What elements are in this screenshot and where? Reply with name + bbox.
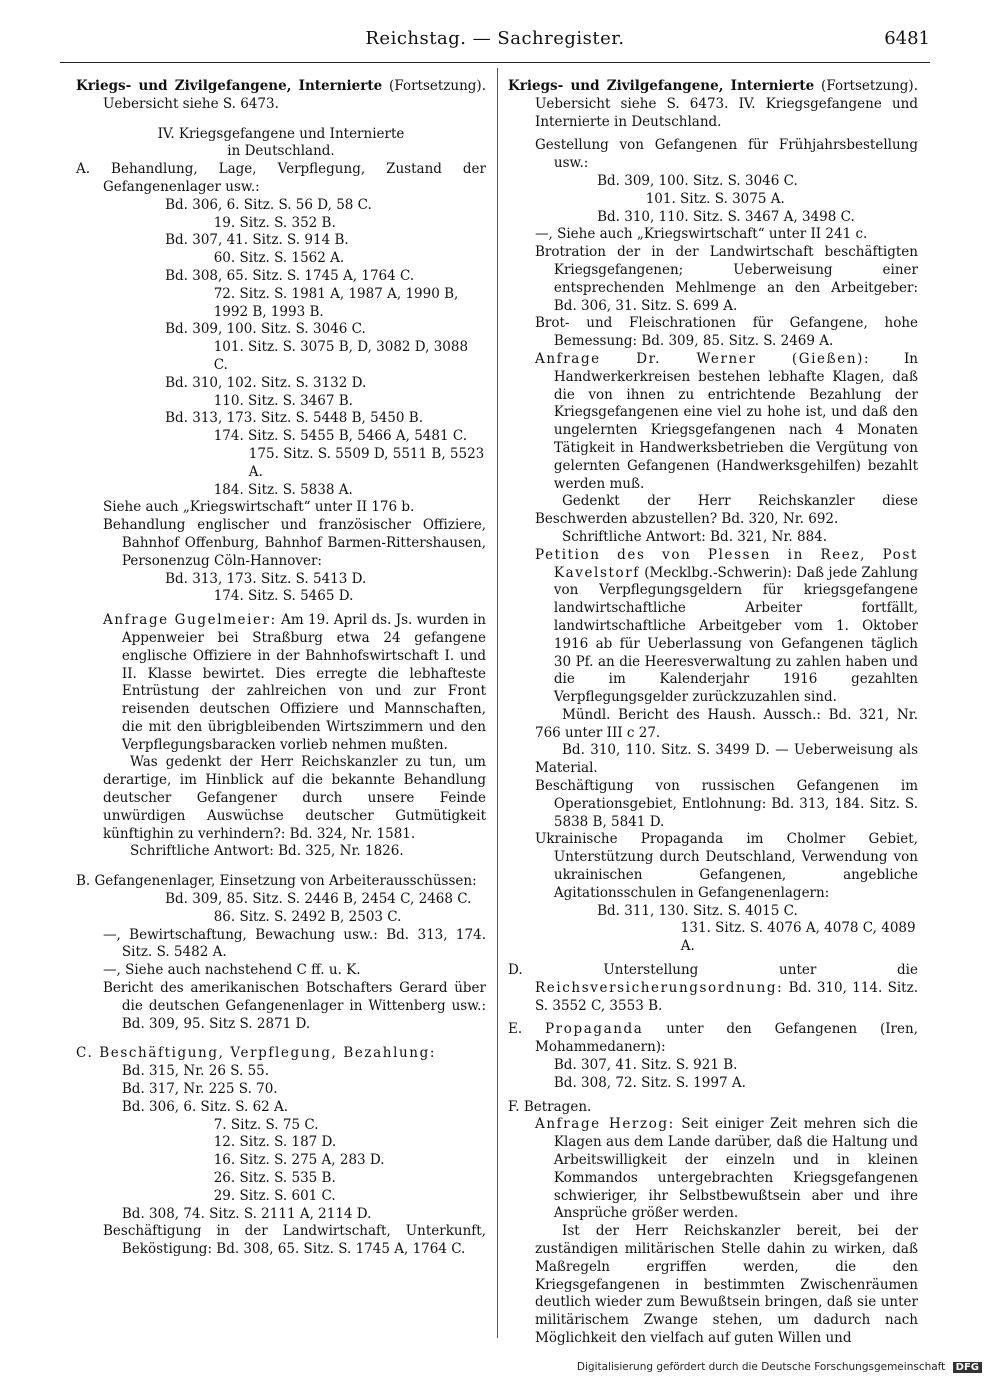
index-entry	[76, 232, 486, 250]
entry-text: Bd. 310, 110. Sitz. S. 3499 D. — Ueberweisung als Material.	[535, 742, 918, 777]
index-entry	[508, 529, 918, 547]
entry-text: (Fortsetzung). Uebersicht siehe S. 6473. IV. Kriegsgefangene und Internierte in Deutschland.	[535, 78, 918, 130]
running-header	[60, 20, 930, 60]
entry-text: Gestellung von Gefangenen für Frühjahrsbestellung usw.:	[535, 137, 918, 172]
index-entry	[508, 707, 918, 743]
entry-text: Bd. 310, 110. Sitz. S. 3467 A, 3498 C.	[597, 208, 855, 225]
entry-text: Bd. 311, 130. Sitz. S. 4015 C.	[597, 902, 798, 919]
entry-text: 101. Sitz. S. 3075 A.	[645, 190, 785, 207]
entry-text: Bd. 310, 102. Sitz. S. 3132 D.	[165, 374, 367, 391]
index-entry	[76, 78, 486, 114]
entry-lead: Petition des von Plessen in Reez, Post Kavelstorf	[535, 546, 918, 581]
index-entry	[76, 571, 486, 589]
entry-text: 174. Sitz. S. 5465 D.	[213, 588, 354, 605]
entry-text: 131. Sitz. S. 4076 A, 4078 C, 4089 A.	[680, 920, 916, 955]
entry-text: Bd. 308, 74. Sitz. S. 2111 A, 2114 D.	[121, 1205, 372, 1222]
entry-text: Schriftliche Antwort: Bd. 321, Nr. 884.	[562, 528, 828, 545]
index-entry	[508, 1116, 918, 1223]
index-entry	[76, 268, 486, 286]
entry-text: Bd. 306, 6. Sitz. S. 56 D, 58 C.	[165, 196, 372, 213]
entry-text: 174. Sitz. S. 5455 B, 5466 A, 5481 C.	[213, 428, 467, 445]
index-entry	[76, 339, 486, 375]
index-entry	[76, 286, 486, 322]
entry-text: Bd. 307, 41. Sitz. S. 921 B.	[553, 1057, 738, 1074]
entry-text: 72. Sitz. S. 1981 A, 1987 A, 1990 B, 1992 B, 1993 B.	[213, 285, 459, 320]
entry-text: Siehe auch „Kriegswirtschaft“ unter II 176 b.	[103, 499, 415, 516]
index-entry	[508, 547, 918, 707]
entry-text: Mündl. Bericht des Haush. Aussch.: Bd. 321, Nr. 766 unter III c 27.	[535, 706, 918, 741]
entry-text: In Handwerkerkreisen bestehen lebhafte Klagen, daß die von ihnen zu entrichtende Bezahlung der Kriegsgefangenen eine viel zu hohe ist, und daß den ungelernten Kriegsgefangenen nach 4 Monaten Tätigkeit in Handwerksbetrieben die Vergütung von gelernten Gefangenen (Handwerksgehilfen) bezahlt werden muß.	[553, 350, 919, 492]
entry-text: Bd. 309, 85. Sitz. S. 2446 B, 2454 C, 2468 C.	[165, 891, 472, 908]
entry-heading: Kriegs- und Zivilgefangene, Internierte	[508, 78, 815, 94]
index-entry	[508, 191, 918, 209]
index-entry	[508, 962, 918, 1015]
entry-text: (Fortsetzung). Uebersicht siehe S. 6473.	[103, 78, 486, 112]
entry-text: Bd. 315, Nr. 26 S. 55.	[121, 1063, 270, 1080]
index-entry	[76, 161, 486, 197]
index-entry	[76, 499, 486, 517]
entry-text: Gedenkt der Herr Reichskanzler diese Beschwerden abzustellen? Bd. 320, Nr. 692.	[535, 493, 918, 528]
entry-text: F. Betragen.	[508, 1098, 592, 1115]
entry-text: 26. Sitz. S. 535 B.	[213, 1170, 336, 1187]
entry-text: Brot- und Fleischrationen für Gefangene, hohe Bemessung: Bd. 309, 85. Sitz. S. 2469 A.	[535, 315, 918, 350]
page-title: Reichstag. — Sachregister.	[365, 28, 625, 49]
entry-text: Beschäftigung von russischen Gefangenen im Operationsgebiet, Entlohnung: Bd. 313, 184. Sitz. S. 5838 B, 5841 D.	[535, 778, 918, 830]
index-entry	[76, 1117, 486, 1135]
entry-text: Behandlung englischer und französischer Offiziere, Bahnhof Offenburg, Bahnhof Barmen-Rittershausen, Personenzug Cöln-Hannover:	[103, 517, 486, 569]
index-entry	[76, 517, 486, 570]
entry-text: Seit einiger Zeit mehren sich die Klagen aus dem Lande darüber, daß die Haltung und Arbeitswilligkeit der einzeln und in kleinen Kommandos untergebrachten Kriegsgefangenen schwieriger, ihr Selbstbewußtsein aber und ihre Ansprüche größer werden.	[553, 1116, 918, 1222]
index-entry	[508, 742, 918, 778]
entry-text: 110. Sitz. S. 3467 B.	[213, 392, 353, 409]
index-entry	[76, 909, 486, 927]
index-entry	[508, 831, 918, 902]
index-entry	[76, 980, 486, 1033]
index-entry	[76, 1134, 486, 1152]
entry-text: —, Bewirtschaftung, Bewachung usw.: Bd. 313, 174. Sitz. S. 5482 A.	[103, 926, 486, 961]
index-entry	[76, 612, 486, 754]
index-entry	[76, 588, 486, 606]
index-entry	[76, 1152, 486, 1170]
index-entry	[76, 1206, 486, 1224]
entry-text: 7. Sitz. S. 75 C.	[213, 1116, 319, 1133]
index-entry	[508, 173, 918, 191]
index-entry	[508, 493, 918, 529]
entry-text: Am 19. April ds. Js. wurden in Appenweier bei Straßburg etwa 24 gefangene englische Offiziere in der Bahnhofswirtschaft I. und II. Klasse bewirtet. Dies erregte die lebhafteste Entrüstung der zahlreichen von und zur Front reisenden deutschen Offiziere und Mannschaften, die mit den übrigbleibenden Wirtszimmern und den Verpflegungsbaracken vorlieb nehmen mußten.	[121, 612, 486, 753]
index-entry	[76, 1188, 486, 1206]
index-entry	[508, 1075, 918, 1093]
index-entry	[508, 78, 918, 131]
entry-lead: Anfrage Dr. Werner (Gießen):	[535, 350, 871, 367]
entry-text: E.	[508, 1021, 545, 1038]
index-entry	[508, 137, 918, 173]
index-entry	[508, 244, 918, 315]
page-number: 6481	[884, 28, 930, 49]
index-entry	[508, 903, 918, 921]
entry-text: D. Unterstellung unter die	[508, 962, 918, 979]
index-entry	[76, 1081, 486, 1099]
index-entry	[508, 920, 918, 956]
index-entry	[508, 1021, 918, 1057]
entry-text: IV. Kriegsgefangene und Internierte	[157, 125, 405, 142]
index-entry	[76, 428, 486, 446]
entry-text: Bd. 309, 100. Sitz. S. 3046 C.	[165, 321, 366, 338]
entry-text: Ukrainische Propaganda im Cholmer Gebiet, Unterstützung durch Deutschland, Verwendung von ukrainischen Gefangenen, angebliche Agitationsschulen in Gefangenenlagern:	[535, 831, 918, 901]
entry-text: Bd. 306, 6. Sitz. S. 62 A.	[121, 1098, 289, 1115]
spacer	[76, 861, 486, 873]
entry-keyword: Propaganda	[545, 1021, 644, 1038]
index-entry	[508, 778, 918, 831]
entry-text: 184. Sitz. S. 5838 A.	[213, 481, 353, 498]
entry-text: (Mecklbg.-Schwerin): Daß jede Zahlung von Verpflegungsgeldern für kriegsgefangene landwirtschaftliche Arbeiter fortfällt, landwirtschaftliche Arbeitgeber vom 1. Oktober 1916 ab für Ueberlassung von Gefangenen täglich 30 Pf. an die Heeresverwaltung zu zahlen haben und die im Kalenderjahr 1916 gezahlten Verpflegungsgelder zurückzuzahlen sind.	[553, 564, 918, 706]
entry-text: —, Siehe auch nachstehend C ff. u. K.	[103, 962, 361, 979]
entry-text: A. Behandlung, Lage, Verpflegung, Zustand der Gefangenenlager usw.:	[76, 161, 486, 195]
entry-text: 29. Sitz. S. 601 C.	[213, 1187, 336, 1204]
column-separator	[497, 68, 498, 1338]
index-entry	[508, 226, 918, 244]
entry-text: Ist der Herr Reichskanzler bereit, bei der zuständigen militärischen Stelle dahin zu wirken, daß Maßregeln ergriffen werden, die den Kriegsgefangenen in bestimmten Zwischenräumen deutlich wieder zum Bewußtsein bringen, daß sie unter militärischem Zwange stehen, um dadurch nach Möglichkeit den vielfach auf guten Willen und	[535, 1223, 918, 1346]
entry-text: Bd. 309, 100. Sitz. S. 3046 C.	[597, 172, 798, 189]
entry-keyword: Reichsversicherungsordnung:	[535, 979, 784, 996]
entry-text: 175. Sitz. S. 5509 D, 5511 B, 5523 A.	[248, 445, 485, 480]
index-entry	[76, 891, 486, 909]
entry-text: Bd. 317, Nr. 225 S. 70.	[121, 1081, 278, 1098]
entry-text: 101. Sitz. S. 3075 B, D, 3082 D, 3088 C.	[213, 339, 469, 373]
index-entry	[76, 215, 486, 233]
index-entry	[76, 927, 486, 963]
index-entry	[76, 321, 486, 339]
entry-text: 86. Sitz. S. 2492 B, 2503 C.	[213, 908, 402, 925]
index-entry	[508, 1223, 918, 1348]
right-column	[508, 78, 918, 1348]
index-entry	[508, 1057, 918, 1075]
index-entry	[76, 446, 486, 482]
index-entry	[76, 962, 486, 980]
index-entry	[76, 843, 486, 861]
index-entry	[76, 1063, 486, 1081]
footer-text: Digitalisierung gefördert durch die Deutsche Forschungsgemeinschaft	[576, 1361, 946, 1373]
index-entry	[76, 1170, 486, 1188]
entry-lead: Anfrage Herzog:	[535, 1116, 675, 1133]
entry-text: B. Gefangenenlager, Einsetzung von Arbeiterausschüssen:	[76, 873, 477, 890]
footer-credit	[577, 1361, 982, 1373]
entry-text: Beschäftigung in der Landwirtschaft, Unterkunft, Beköstigung: Bd. 308, 65. Sitz. S. 1745 A, 1764 C.	[103, 1223, 486, 1258]
entry-text: Bd. 313, 173. Sitz. S. 5448 B, 5450 B.	[165, 410, 423, 427]
index-entry	[76, 1045, 486, 1063]
spacer	[76, 1033, 486, 1045]
index-entry	[76, 754, 486, 843]
entry-text: 60. Sitz. S. 1562 A.	[213, 250, 345, 267]
index-entry	[508, 351, 918, 493]
index-entry	[76, 126, 486, 144]
entry-text: Bd. 308, 72. Sitz. S. 1997 A.	[553, 1074, 746, 1091]
entry-text: Bd. 313, 173. Sitz. S. 5413 D.	[165, 570, 367, 587]
index-entry	[508, 209, 918, 227]
entry-text: Bd. 308, 65. Sitz. S. 1745 A, 1764 C.	[165, 267, 415, 284]
index-entry	[76, 197, 486, 215]
entry-text: 19. Sitz. S. 352 B.	[213, 214, 336, 231]
index-entry	[76, 393, 486, 411]
entry-text-tail: Bd. 310, 114. Sitz. S. 3552 C, 3553 B.	[535, 979, 918, 1014]
entry-lead: C. Beschäftigung, Verpflegung, Bezahlung:	[76, 1045, 436, 1062]
index-entry	[508, 315, 918, 351]
entry-heading: Kriegs- und Zivilgefangene, Internierte	[76, 78, 383, 94]
index-entry	[76, 143, 486, 161]
entry-text: 16. Sitz. S. 275 A, 283 D.	[213, 1152, 385, 1169]
index-entry	[76, 375, 486, 393]
index-entry	[76, 873, 486, 891]
index-entry	[76, 1223, 486, 1259]
entry-text: Was gedenkt der Herr Reichskanzler zu tun, um derartige, im Hinblick auf die bekannte Behandlung deutscher Gefangener durch unsere Feinde unwürdigen Auswüchse deutscher Gutmütigkeit künftighin zu verhindern?: Bd. 324, Nr. 1581.	[103, 754, 486, 842]
index-entry	[76, 410, 486, 428]
entry-text: in Deutschland.	[227, 143, 335, 160]
entry-text: —, Siehe auch „Kriegswirtschaft“ unter II 241 c.	[535, 226, 868, 243]
entry-text: Brotration der in der Landwirtschaft beschäftigten Kriegsgefangenen; Ueberweisung einer entsprechenden Mehlmenge an den Arbeitgeber: Bd. 306, 31. Sitz. S. 699 A.	[535, 244, 918, 314]
index-entry	[76, 1099, 486, 1117]
entry-text: Bericht des amerikanischen Botschafters Gerard über die deutschen Gefangenenlager in Wittenberg usw.: Bd. 309, 95. Sitz S. 2871 D.	[103, 980, 486, 1032]
index-entry	[508, 1099, 918, 1117]
index-entry	[76, 250, 486, 268]
index-entry	[76, 482, 486, 500]
dfg-logo: DFG	[953, 1362, 982, 1373]
entry-text: 12. Sitz. S. 187 D.	[213, 1134, 337, 1151]
spacer	[76, 114, 486, 126]
entry-text-tail: unter den Gefangenen (Iren, Mohammedanern):	[535, 1021, 918, 1056]
entry-text: Bd. 307, 41. Sitz. S. 914 B.	[165, 232, 349, 249]
header-rule	[60, 62, 930, 63]
left-column	[76, 78, 486, 1259]
entry-text: Schriftliche Antwort: Bd. 325, Nr. 1826.	[130, 843, 404, 860]
entry-lead: Anfrage Gugelmeier:	[103, 612, 277, 629]
